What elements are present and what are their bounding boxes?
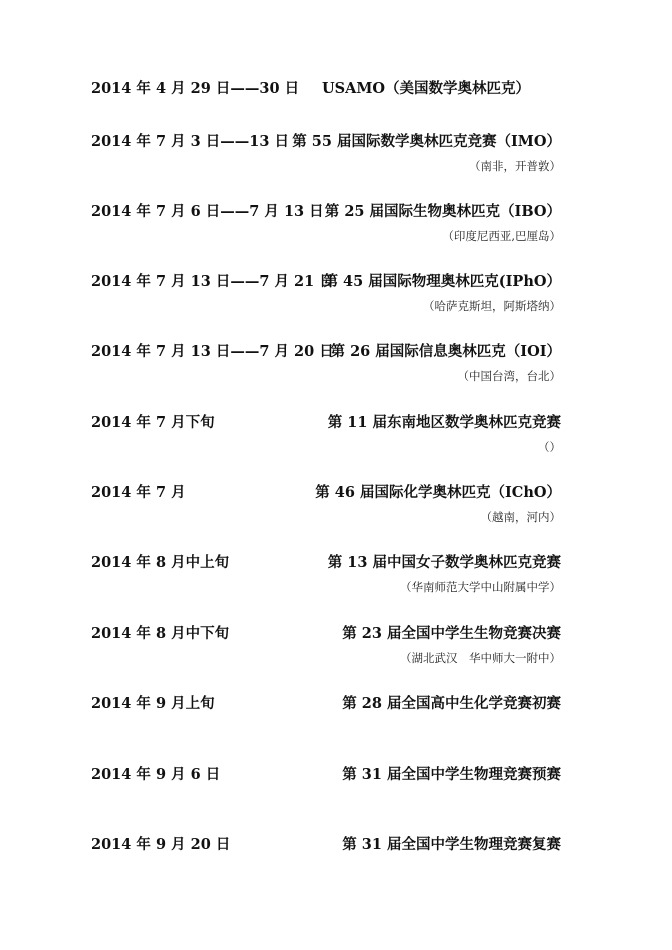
- entry-date: 2014 年 9 月上旬: [91, 695, 215, 712]
- entry-date: 2014 年 7 月 3 日——13 日: [91, 133, 290, 150]
- entry-event: 第 11 届东南地区数学奥林匹克竞赛: [327, 414, 561, 431]
- entry-event: 第 55 届国际数学奥林匹克竞赛（IMO）: [292, 133, 561, 150]
- entry-location: （南非，开普敦）: [469, 159, 561, 173]
- entry-date: 2014 年 7 月下旬: [91, 414, 215, 431]
- entry-event: 第 45 届国际物理奥林匹克(IPhO）: [323, 273, 561, 290]
- entry-location: （）: [538, 440, 561, 454]
- entry-event: 第 31 届全国中学生物理竞赛复赛: [342, 836, 561, 853]
- entry-location: （湖北武汉 华中师大一附中）: [400, 651, 561, 665]
- entry-event: 第 13 届中国女子数学奥林匹克竞赛: [327, 554, 561, 571]
- entry-date: 2014 年 8 月中上旬: [91, 554, 230, 571]
- entry-location: （中国台湾，台北）: [457, 369, 561, 383]
- entry-event: 第 26 届国际信息奥林匹克（IOI）: [330, 343, 561, 360]
- entry-date: 2014 年 7 月 6 日——7 月 13 日: [91, 203, 324, 220]
- entry-date: 2014 年 9 月 20 日: [91, 836, 231, 853]
- entry-date: 2014 年 9 月 6 日: [91, 766, 221, 783]
- entry-date: 2014 年 7 月 13 日——7 月 20 日: [91, 343, 334, 360]
- entry-location: （印度尼西亚,巴厘岛）: [442, 229, 561, 243]
- entry-date: 2014 年 7 月 13 日——7 月 21 日: [91, 273, 334, 290]
- entry-event: 第 46 届国际化学奥林匹克（IChO）: [315, 484, 561, 501]
- entry-date: 2014 年 4 月 29 日——30 日: [91, 80, 300, 97]
- entry-date: 2014 年 7 月: [91, 484, 186, 501]
- entry-event: 第 25 届国际生物奥林匹克（IBO）: [324, 203, 561, 220]
- entry-event: 第 23 届全国中学生生物竞赛决赛: [342, 625, 561, 642]
- entry-location: （华南师范大学中山附属中学）: [400, 580, 561, 594]
- entry-location: （哈萨克斯坦，阿斯塔纳）: [423, 299, 561, 313]
- entry-event: USAMO（美国数学奥林匹克）: [322, 80, 531, 97]
- entry-event: 第 31 届全国中学生物理竞赛预赛: [342, 766, 561, 783]
- entry-event: 第 28 届全国高中生化学竞赛初赛: [342, 695, 561, 712]
- entry-location: （越南，河内）: [480, 510, 561, 524]
- entry-date: 2014 年 8 月中下旬: [91, 625, 230, 642]
